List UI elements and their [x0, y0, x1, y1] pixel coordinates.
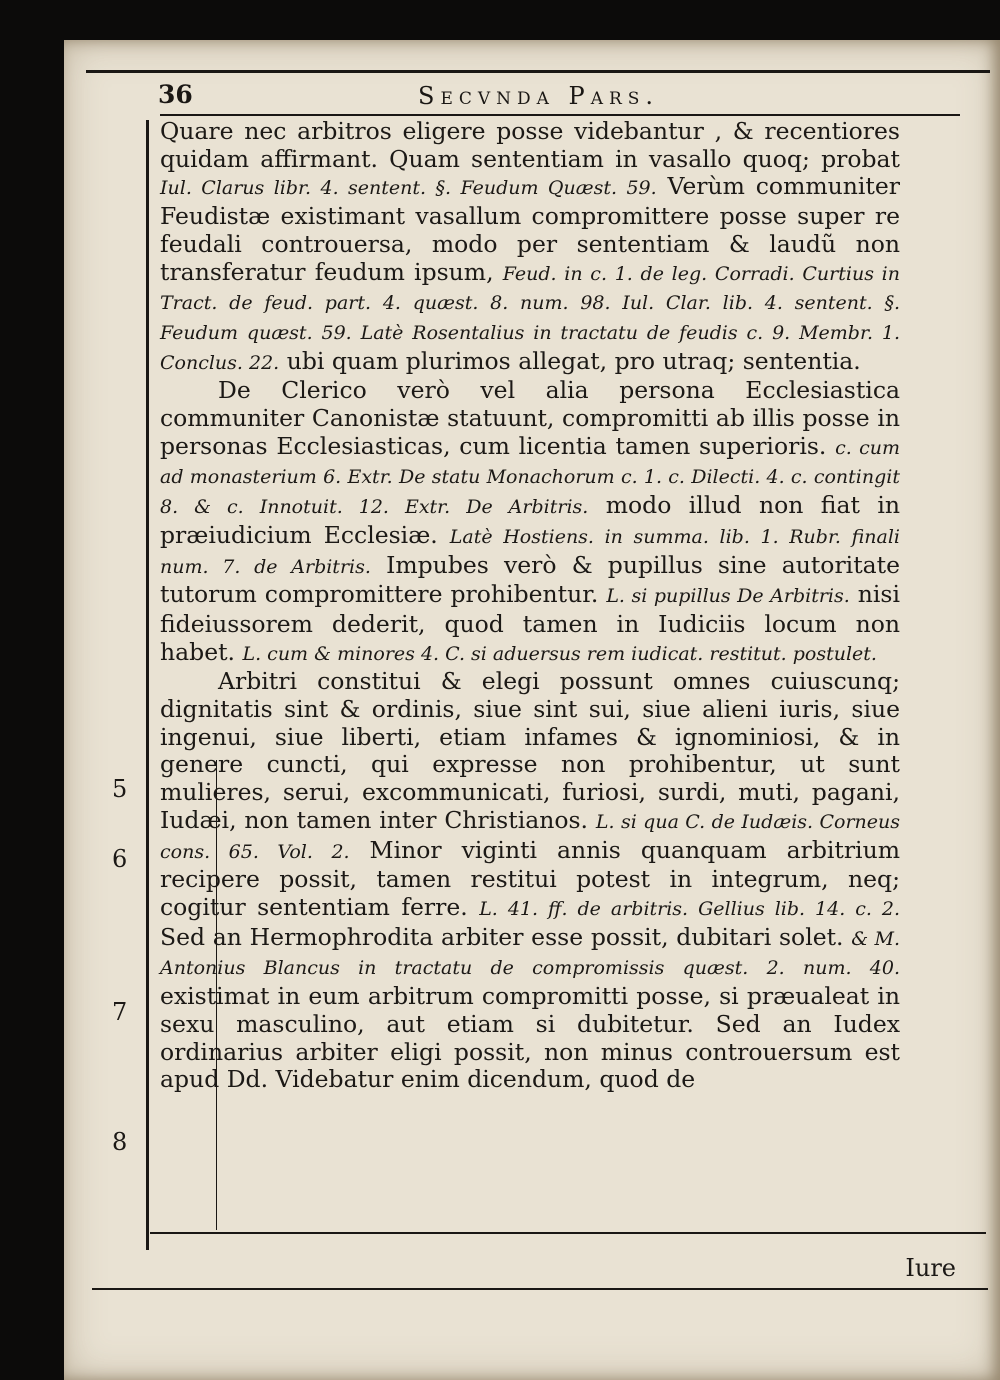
margin-line	[146, 120, 149, 1250]
top-rule	[86, 70, 990, 73]
text-run: Minor viginti annis quanquam arbitrium recipere possit, tamen restitui potest in integrum, neq; cogitur sententiam ferre.	[160, 835, 900, 921]
citation: L. si pupillus De Arbitris.	[606, 585, 850, 608]
bottom-rule	[92, 1288, 988, 1290]
citation: Latè Hostiens. in summa. lib. 1. Rubr. finali num. 7. de Arbitris.	[160, 525, 900, 578]
body-text	[160, 118, 900, 1094]
page-header	[158, 80, 898, 110]
text-run: Arbitri constitui & elegi possunt omnes cuiuscunq; dignitatis sint & ordinis, siue sint sui, siue alieni iuris, siue ingenui, siue liberti, etiam infames & ignominiosi, & in genere cuncti, qui expresse non prohibentur, ut sunt mulieres, serui, excommunicati, furiosi, surdi, muti, pagani, Iudæi, non tamen inter Christianos.	[160, 667, 900, 834]
text-run: Verùm communiter Feudistæ existimant vasallum compromittere posse super re feudali controuersa, modo per sententiam & laudũ non transferatur feudum ipsum,	[160, 172, 901, 286]
citation: L. si qua C. de Iudæis. Corneus cons. 65. Vol. 2.	[160, 810, 900, 863]
catchword: Iure	[905, 1254, 956, 1282]
margin-number: 8	[112, 1128, 128, 1156]
text-run: ubi quam plurimos allegat, pro utraq; sententia.	[279, 346, 861, 375]
citation: c. cum ad monasterium 6. Extr. De statu Monachorum c. 1. c. Dilecti. 4. c. contingit 8. & c. Innotuit. 12. Extr. De Arbitris.	[160, 436, 900, 519]
margin-number: 7	[112, 998, 128, 1026]
citation: L. 41. ff. de arbitris. Gellius lib. 14. c. 2.	[479, 897, 900, 920]
bottom-rule-inner	[150, 1232, 986, 1234]
paragraph	[160, 118, 900, 377]
citation: Feud. in c. 1. de leg. Corradi. Curtius in Tract. de feud. part. 4. quæst. 8. num. 98. Iul. Clar. lib. 4. sentent. §. Feudum quæst. 59. Latè Rosentalius in tractatu de feudis c. 9. Membr. 1. Conclus. 22.	[160, 262, 900, 374]
margin-number: 5	[112, 775, 128, 803]
paragraph	[160, 377, 900, 668]
text-run: modo illud non fiat in præiudicium Ecclesiæ.	[160, 491, 900, 549]
citation: L. cum & minores 4. C. si aduersus rem iudicat. restitut. postulet.	[242, 642, 877, 665]
paragraph	[160, 668, 900, 1094]
text-run: existimat in eum arbitrum compromitti posse, si præualeat in sexu masculino, aut etiam si dubitetur. Sed an Iudex ordinarius arbiter eligi possit, non minus controuersum est apud Dd. Videbatur enim dicendum, quod de	[160, 982, 900, 1094]
text-run: Sed an Hermophrodita arbiter esse possit, dubitari solet.	[160, 922, 852, 951]
folio-number: 36	[158, 80, 193, 109]
text-run: nisi fideiussorem dederit, quod tamen in Iudiciis locum non habet.	[160, 580, 900, 666]
citation: & M. Antonius Blancus in tractatu de compromissis quæst. 2. num. 40.	[160, 927, 900, 980]
header-rule	[160, 114, 960, 116]
running-title: Secvnda Pars.	[418, 82, 660, 110]
text-run: Quare nec arbitros eligere posse videbantur , & recentiores quidam affirmant. Quam sententiam in vasallo quoq; probat	[160, 117, 900, 173]
margin-number: 6	[112, 845, 128, 873]
text-run: De Clerico verò vel alia persona Ecclesiastica communiter Canonistæ statuunt, compromitti ab illis posse in personas Ecclesiasticas, cum licentia tamen superioris.	[160, 376, 900, 460]
text-run: Impubes verò & pupillus sine autoritate tutorum compromittere prohibentur.	[160, 550, 901, 609]
citation: Iul. Clarus libr. 4. sentent. §. Feudum Quæst. 59.	[160, 177, 657, 200]
